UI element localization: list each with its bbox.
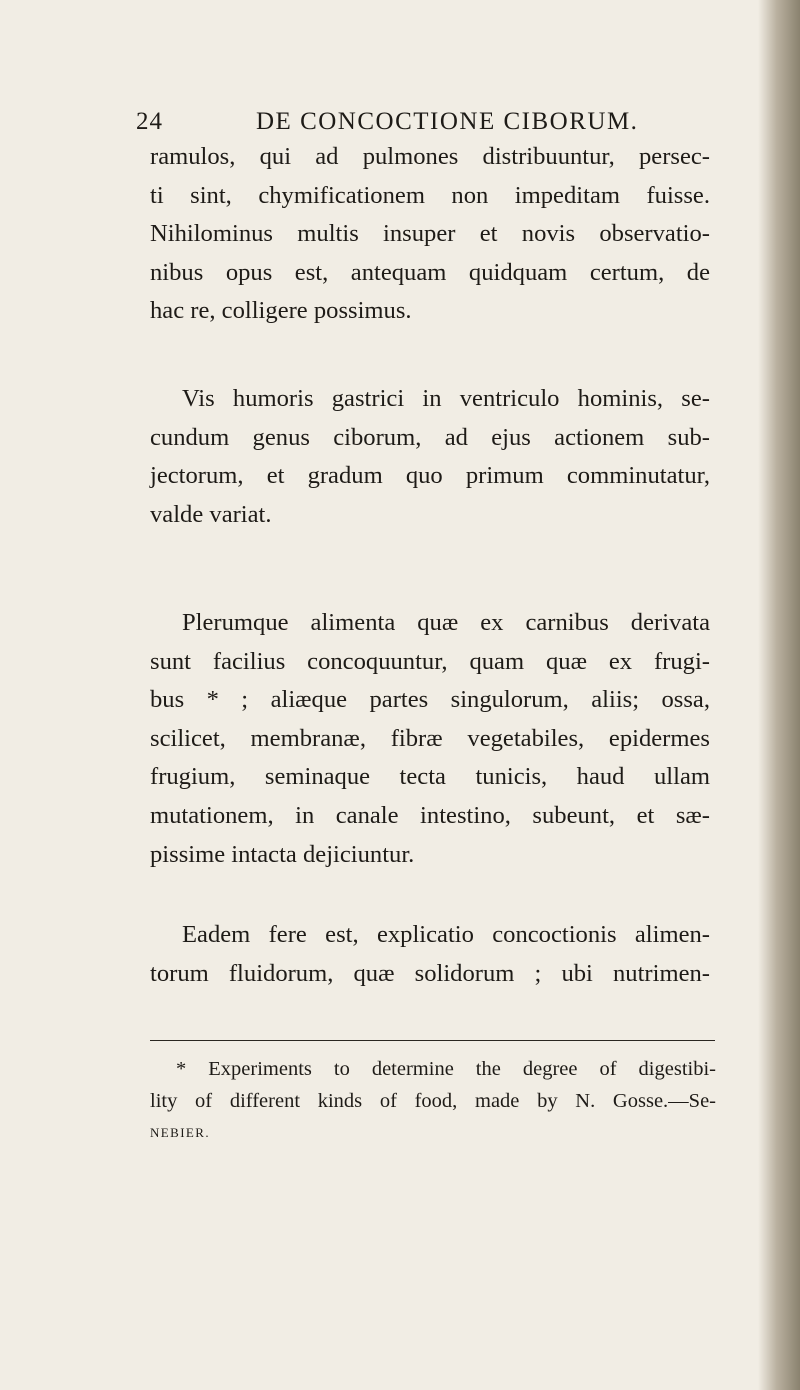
text-line: bus * ; aliæque partes singulorum, aliis; ossa,: [150, 686, 710, 714]
footnote-line: NEBIER.: [150, 1125, 210, 1140]
footnote-line: lity of different kinds of food, made by N. Gosse.—Se-: [150, 1089, 716, 1112]
page-edge-shadow: [758, 0, 800, 1390]
text-line: sunt facilius concoquuntur, quam quæ ex frugi-: [150, 647, 710, 675]
text-line: valde variat.: [150, 500, 272, 528]
paragraph-2: [150, 380, 710, 534]
text-line: ramulos, qui ad pulmones distribuuntur, persec-: [150, 143, 710, 170]
text-line: ti sint, chymificationem non impeditam fuisse.: [150, 181, 710, 209]
text-line: pissime intacta dejiciuntur.: [150, 840, 415, 868]
paragraph-3: [150, 604, 710, 874]
text-line: scilicet, membranæ, fibræ vegetabiles, epidermes: [150, 724, 710, 752]
text-line: cundum genus ciborum, ad ejus actionem sub-: [150, 423, 710, 451]
paragraph-1: [150, 138, 710, 331]
text-line: torum fluidorum, quæ solidorum ; ubi nutrimen-: [150, 959, 710, 987]
running-header: [136, 108, 666, 142]
footnote: [150, 1054, 716, 1149]
text-line: Plerumque alimenta quæ ex carnibus derivata: [182, 609, 710, 636]
text-line: Eadem fere est, explicatio concoctionis alimen-: [182, 921, 710, 948]
text-line: hac re, colligere possimus.: [150, 297, 412, 325]
footnote-divider: [150, 1040, 715, 1041]
running-title: DE CONCOCTIONE CIBORUM.: [256, 108, 639, 135]
text-line: Vis humoris gastrici in ventriculo hominis, se-: [182, 385, 710, 412]
text-line: nibus opus est, antequam quidquam certum, de: [150, 258, 710, 286]
paragraph-4: [150, 916, 710, 993]
text-line: jectorum, et gradum quo primum comminutatur,: [150, 462, 710, 490]
text-line: Nihilominus multis insuper et novis observatio-: [150, 220, 710, 248]
footnote-line: * Experiments to determine the degree of digestibi-: [176, 1058, 716, 1080]
page-number: 24: [136, 108, 163, 135]
text-line: frugium, seminaque tecta tunicis, haud ullam: [150, 763, 710, 791]
text-line: mutationem, in canale intestino, subeunt, et sæ-: [150, 801, 710, 829]
